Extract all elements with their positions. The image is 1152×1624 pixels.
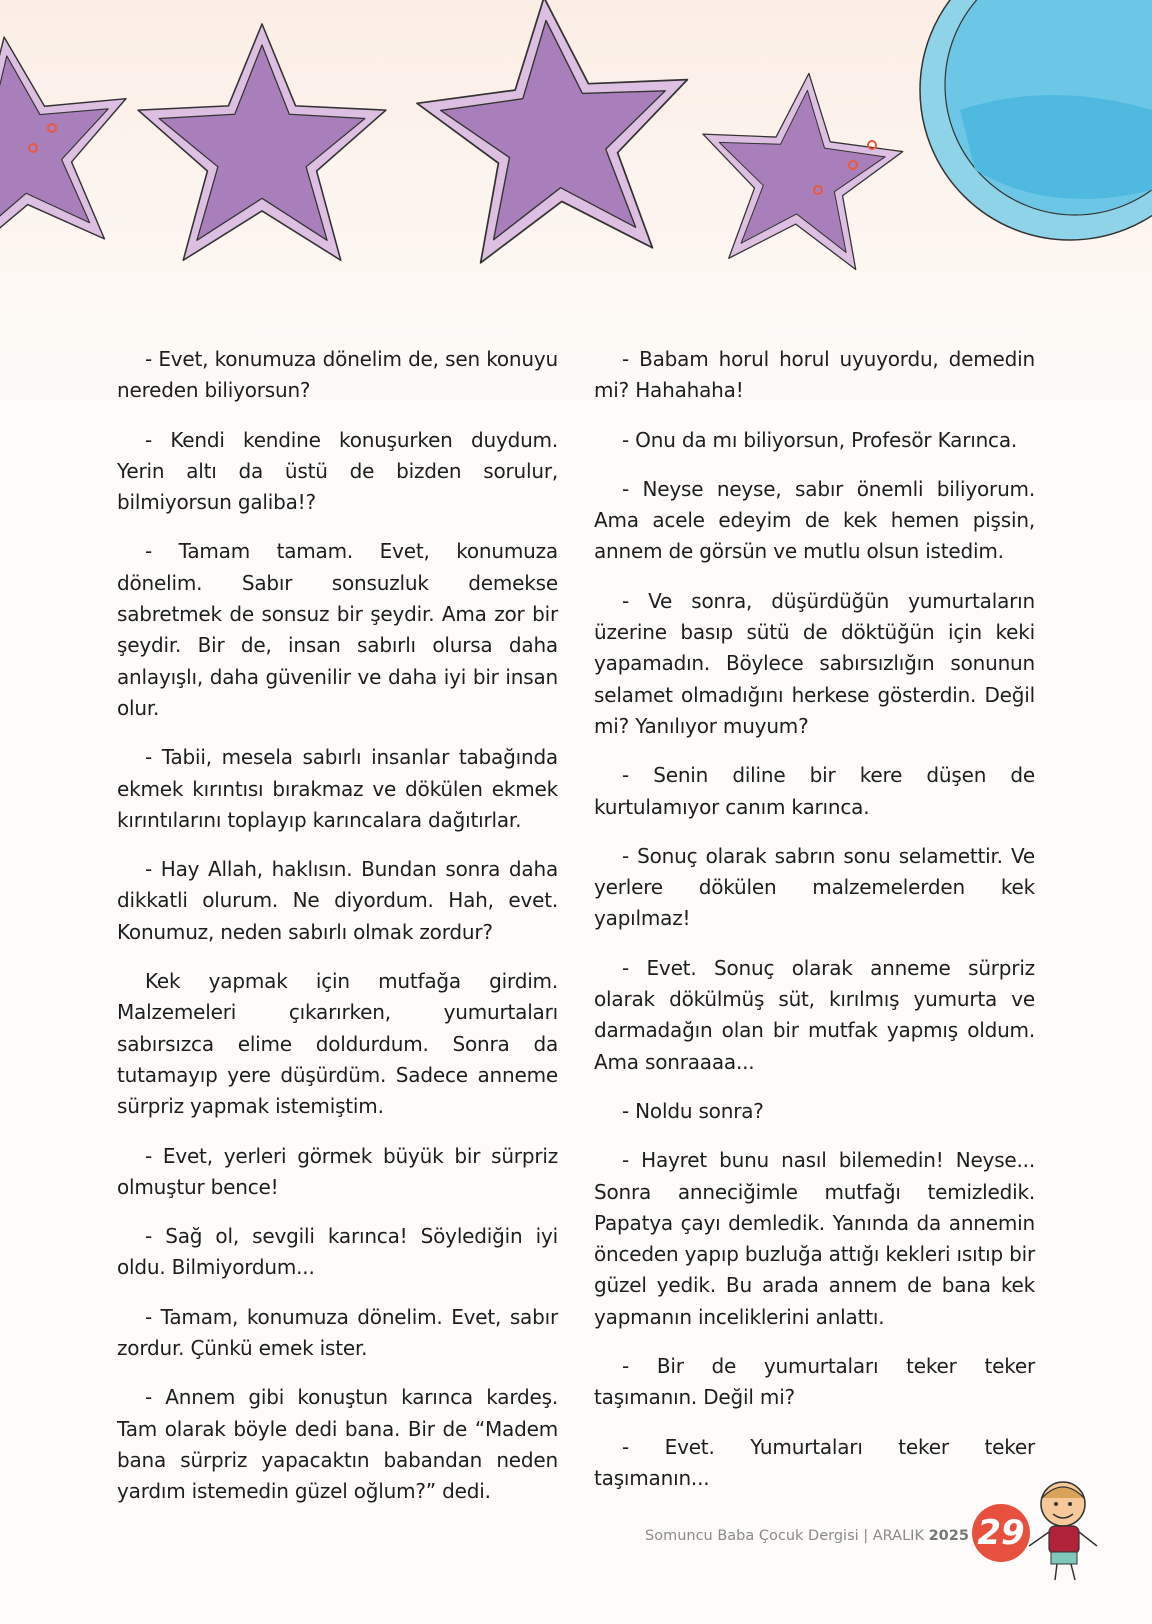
- separator: |: [863, 1528, 869, 1544]
- left-column: [117, 344, 558, 1526]
- starfish-icon: [0, 22, 145, 265]
- paragraph: - Ve sonra, düşürdüğün yumurtaların üzerine basıp sütü de döktüğün için keki yapamadın. Böylece sabırsızlığın sonunun selamet olmadığını herkese gösterdin. Değil mi? Yanılıyor muyum?: [594, 588, 1035, 738]
- page-footer: [645, 1528, 969, 1544]
- right-column: [594, 344, 1035, 1512]
- paragraph: - Sonuç olarak sabrın sonu selamettir. Ve yerlere dökülen malzemelerden kek yapılmaz!: [594, 843, 1035, 931]
- paragraph: - Evet, konumuza dönelim de, sen konuyu nereden biliyorsun?: [117, 347, 558, 403]
- starfish-icon: [409, 0, 702, 267]
- pool-icon: [920, 0, 1152, 240]
- issue-month: ARALIK: [872, 1528, 924, 1544]
- starfish-icon: [138, 24, 386, 260]
- page-number-badge: 29: [972, 1504, 1030, 1562]
- starfish-header-illustration: [0, 0, 1152, 300]
- starfish-icon: [692, 65, 909, 273]
- boy-mascot-icon: [1025, 1476, 1115, 1586]
- paragraph: - Senin diline bir kere düşen de kurtulamıyor canım karınca.: [594, 763, 1035, 819]
- paragraph: - Bir de yumurtaları teker teker taşımanın. Değil mi?: [594, 1354, 1035, 1410]
- paragraph: - Hay Allah, haklısın. Bundan sonra daha dikkatli olurum. Ne diyordum. Hah, evet. Konumuz, neden sabırlı olmak zordur?: [117, 857, 558, 944]
- magazine-name: Somuncu Baba Çocuk Dergisi: [645, 1528, 859, 1544]
- paragraph: Kek yapmak için mutfağa girdim. Malzemeleri çıkarırken, yumurtaları sabırsızca elime doldurdum. Sonra da tutamayıp yere düşürdüm. Sadece anneme sürpriz yapmak istemiştim.: [117, 969, 558, 1119]
- paragraph: - Evet. Sonuç olarak anneme sürpriz olarak dökülmüş süt, kırılmış yumurta ve darmadağın olan bir mutfak yapmış oldum. Ama sonraaaa...: [594, 955, 1035, 1074]
- paragraph: - Tamam tamam. Evet, konumuza dönelim. Sabır sonsuzluk demekse sabretmek de sonsuz bir şeydir. Ama zor bir şeydir. Bir de, insan sabırlı olursa daha anlayışlı, daha güvenilir ve daha iyi bir insan olur.: [117, 539, 558, 720]
- paragraph: - Babam horul horul uyuyordu, demedin mi? Hahahaha!: [594, 347, 1035, 403]
- paragraph: - Annem gibi konuştun karınca kardeş. Tam olarak böyle dedi bana. Bir de “Madem bana sürpriz yapacaktın babandan neden yardım istemedin güzel oğlum?” dedi.: [117, 1385, 558, 1504]
- paragraph: - Tamam, konumuza dönelim. Evet, sabır zordur. Çünkü emek ister.: [117, 1304, 558, 1361]
- issue-year: 2025: [928, 1528, 969, 1544]
- paragraph: - Tabii, mesela sabırlı insanlar tabağında ekmek kırıntısı bırakmaz ve dökülen ekmek kırıntılarını toplayıp karıncalara dağıtırlar.: [117, 745, 558, 832]
- paragraph: - Noldu sonra?: [622, 1098, 764, 1123]
- paragraph: - Sağ ol, sevgili karınca! Söylediğin iyi oldu. Bilmiyordum...: [117, 1224, 558, 1280]
- paragraph: - Kendi kendine konuşurken duydum. Yerin altı da üstü de bizden sorulur, bilmiyorsun galiba!?: [117, 427, 558, 515]
- paragraph: - Evet. Yumurtaları teker teker taşımanın...: [594, 1434, 1035, 1490]
- paragraph: - Neyse neyse, sabır önemli biliyorum. Ama acele edeyim de kek hemen pişsin, annem de görsün ve mutlu olsun istedim.: [594, 476, 1035, 564]
- paragraph: - Evet, yerleri görmek büyük bir sürpriz olmuştur bence!: [117, 1143, 558, 1199]
- paragraph: - Hayret bunu nasıl bilemedin! Neyse... Sonra anneciğimle mutfağı temizledik. Papatya çayı demledik. Yanında da annemin önceden yapıp buzluğa attığı kekleri ısıtıp bir güzel yedik. Bu arada annem de bana kek yapmanın inceliklerini anlattı.: [594, 1148, 1035, 1329]
- paragraph: - Onu da mı biliyorsun, Profesör Karınca.: [622, 427, 1018, 452]
